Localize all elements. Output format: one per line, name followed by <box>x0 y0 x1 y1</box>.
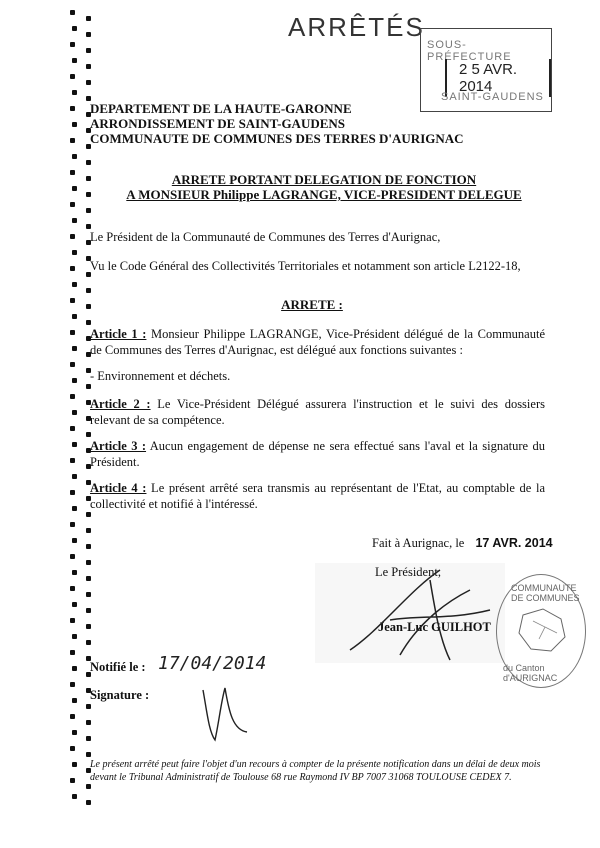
president-role: Le Président, <box>375 565 441 579</box>
binding-mark <box>72 90 77 95</box>
binding-mark <box>72 602 77 607</box>
binding-mark <box>70 362 75 367</box>
binding-mark <box>72 122 77 127</box>
article-3 <box>90 438 545 470</box>
binding-mark <box>70 330 75 335</box>
seal-top-text: COMMUNAUTE DE COMMUNES <box>511 583 580 603</box>
binding-mark <box>70 10 75 15</box>
article-2 <box>90 396 545 428</box>
binding-mark <box>86 640 91 645</box>
binding-mark <box>72 474 77 479</box>
binding-mark <box>72 666 77 671</box>
binding-mark <box>70 42 75 47</box>
binding-mark <box>72 26 77 31</box>
binding-mark <box>70 458 75 463</box>
article-1-item: - Environnement et déchets. <box>90 369 231 383</box>
notifie-date: 17/04/2014 <box>158 653 267 674</box>
binding-mark <box>72 282 77 287</box>
binding-mark <box>70 490 75 495</box>
prefecture-stamp-date: 2 5 AVR. 2014 <box>445 59 551 97</box>
signature-date: 17 AVR. 2014 <box>475 536 553 550</box>
binding-mark <box>72 442 77 447</box>
binding-mark <box>70 522 75 527</box>
binding-mark <box>86 16 91 21</box>
binding-mark <box>86 160 91 165</box>
signature-label: Signature : <box>90 688 150 702</box>
interesse-signature <box>195 682 255 744</box>
article-1 <box>90 326 545 358</box>
binding-mark <box>70 618 75 623</box>
binding-mark <box>86 624 91 629</box>
document-title-line2: A MONSIEUR Philippe LAGRANGE, VICE-PRESIDENT DELEGUE <box>126 187 522 202</box>
territory-map-icon <box>513 605 569 655</box>
binding-mark <box>72 154 77 159</box>
binding-mark <box>70 746 75 751</box>
binding-mark <box>70 106 75 111</box>
document-title-line1: ARRETE PORTANT DELEGATION DE FONCTION <box>171 172 477 187</box>
article-4-text: Le présent arrêté sera transmis au représentant de l'Etat, au comptable de la collectivité et notifié à l'intéressé. <box>90 481 545 511</box>
notifie-label: Notifié le : <box>90 660 146 674</box>
seal-bottom-text: du Canton d'AURIGNAC <box>503 663 558 683</box>
binding-mark <box>86 704 91 709</box>
binding-mark <box>70 778 75 783</box>
binding-mark <box>70 650 75 655</box>
article-1-label: Article 1 : <box>90 327 147 341</box>
article-3-label: Article 3 : <box>90 439 147 453</box>
binding-mark <box>72 794 77 799</box>
fait-a-line <box>372 536 553 551</box>
binding-mark <box>70 554 75 559</box>
binding-mark <box>86 48 91 53</box>
binding-mark <box>70 682 75 687</box>
binding-mark <box>70 234 75 239</box>
recours-notice: Le présent arrêté peut faire l'objet d'un recours à compter de la présente notification dans un délai de deux mois devant le Tribunal Administratif de Toulouse 68 rue Raymond IV BP 7007 31068 TOULOUSE CEDEX 7. <box>90 759 541 783</box>
binding-mark <box>86 576 91 581</box>
binding-mark <box>70 394 75 399</box>
article-4-label: Article 4 : <box>90 481 147 495</box>
binding-mark <box>70 714 75 719</box>
binding-mark <box>86 320 91 325</box>
binding-mark <box>86 32 91 37</box>
binding-mark <box>72 698 77 703</box>
binding-mark <box>86 544 91 549</box>
binding-mark <box>72 250 77 255</box>
binding-mark <box>86 592 91 597</box>
binding-mark <box>70 74 75 79</box>
binding-mark <box>86 736 91 741</box>
binding-mark <box>86 208 91 213</box>
binding-mark <box>86 512 91 517</box>
intro-paragraph: Le Président de la Communauté de Communes des Terres d'Aurignac, <box>90 230 441 244</box>
binding-mark <box>72 730 77 735</box>
arrete-heading: ARRETE : <box>281 297 343 312</box>
binding-mark <box>86 752 91 757</box>
article-4 <box>90 480 545 512</box>
article-2-label: Article 2 : <box>90 397 151 411</box>
binding-mark <box>72 634 77 639</box>
community-seal <box>496 574 586 688</box>
binding-mark <box>72 506 77 511</box>
president-name: Jean-Luc GUILHOT <box>378 620 491 634</box>
binding-mark <box>86 288 91 293</box>
binding-mark <box>72 762 77 767</box>
binding-mark <box>72 314 77 319</box>
binding-mark <box>70 586 75 591</box>
header-departement: DEPARTEMENT DE LA HAUTE-GARONNE <box>90 101 352 116</box>
binding-mark <box>86 528 91 533</box>
president-signature <box>340 560 500 670</box>
binding-mark <box>72 538 77 543</box>
binding-mark <box>86 432 91 437</box>
article-2-text: Le Vice-Président Délégué assurera l'instruction et le suivi des dossiers relevant de sa compétence. <box>90 397 545 427</box>
prefecture-stamp-bottom: SAINT-GAUDENS <box>441 91 544 103</box>
binding-mark <box>86 64 91 69</box>
prefecture-stamp-top: SOUS-PRÉFECTURE <box>427 39 512 63</box>
stamp-arretes: ARRÊTÉS <box>288 12 425 42</box>
binding-mark <box>86 720 91 725</box>
fait-a-label: Fait à Aurignac, le <box>372 536 465 550</box>
binding-mark <box>70 266 75 271</box>
binding-mark <box>86 560 91 565</box>
binding-mark <box>86 608 91 613</box>
binding-mark <box>86 80 91 85</box>
binding-mark <box>70 138 75 143</box>
header-arrondissement: ARRONDISSEMENT DE SAINT-GAUDENS <box>90 116 346 131</box>
binding-mark <box>86 800 91 805</box>
binding-mark <box>70 426 75 431</box>
binding-mark <box>72 218 77 223</box>
article-3-text: Aucun engagement de dépense ne sera effectué sans l'aval et la signature du Président. <box>90 439 545 469</box>
binding-mark <box>72 410 77 415</box>
article-1-text: Monsieur Philippe LAGRANGE, Vice-Président délégué de la Communauté de Communes des Terres d'Aurignac, est délégué aux fonctions suivantes : <box>90 327 545 357</box>
binding-mark <box>72 570 77 575</box>
binding-mark <box>86 784 91 789</box>
prefecture-stamp <box>420 28 552 112</box>
vu-paragraph: Vu le Code Général des Collectivités Territoriales et notamment son article L2122-18, <box>90 259 521 273</box>
binding-mark <box>72 378 77 383</box>
header-communaute: COMMUNAUTE DE COMMUNES DES TERRES D'AURIGNAC <box>90 131 464 146</box>
binding-mark <box>72 58 77 63</box>
binding-mark <box>72 346 77 351</box>
binding-mark <box>86 384 91 389</box>
